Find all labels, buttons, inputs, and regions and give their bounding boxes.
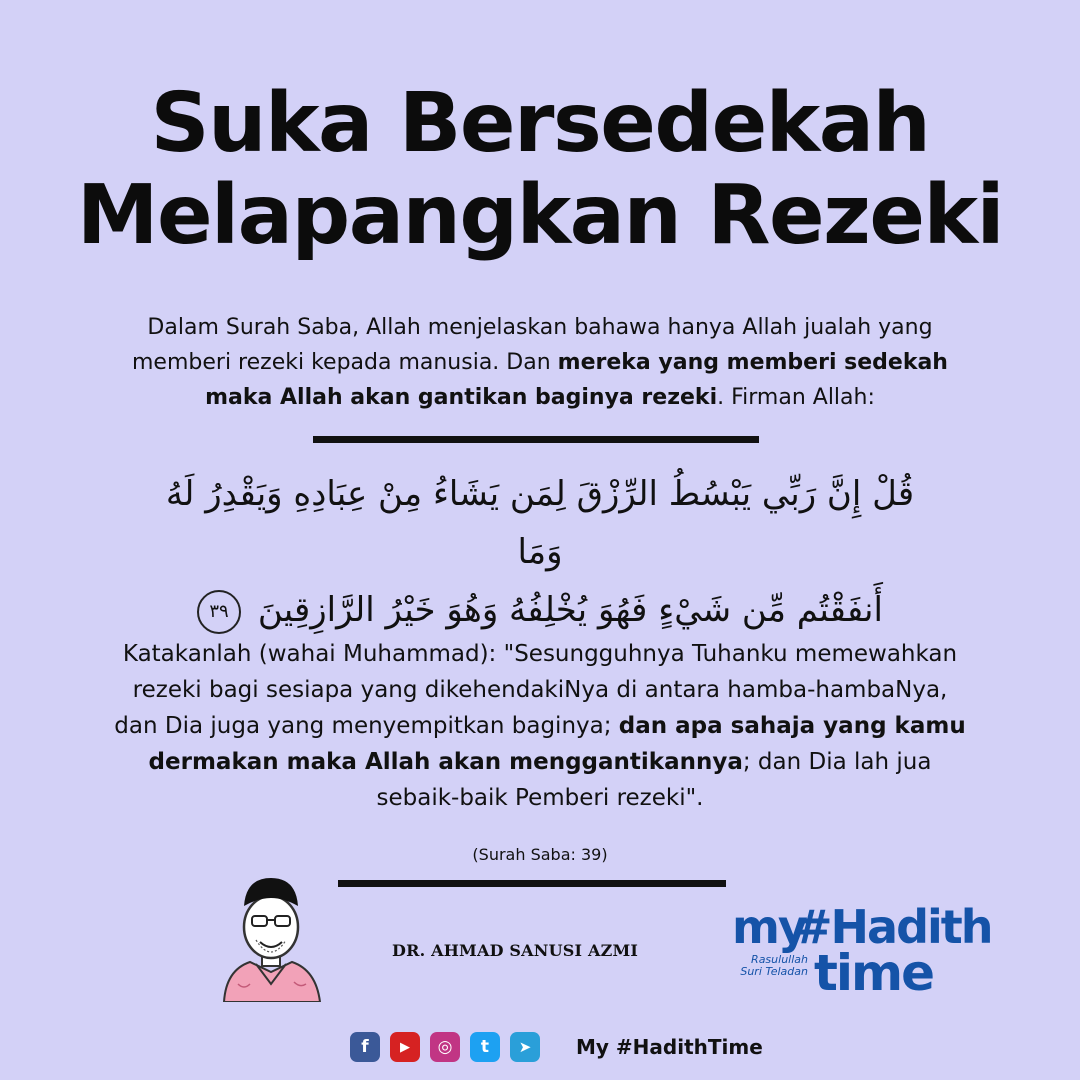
arabic-verse	[150, 465, 930, 639]
intro-text-1: Dalam Surah Saba, Allah menjelaskan bahawa hanya Allah jualah yang memberi rezeki kepada manusia. Dan	[132, 315, 933, 375]
verse-reference: (Surah Saba: 39)	[472, 845, 608, 864]
arabic-line-1: قُلْ إِنَّ رَبِّي يَبْسُطُ الرِّزْقَ لِمَن يَشَاءُ مِنْ عِبَادِهِ وَيَقْدِرُ لَهُ وَمَا	[165, 474, 915, 572]
title-line-1: Suka Bersedekah	[150, 76, 930, 171]
divider-top	[313, 436, 759, 443]
myhadithtime-logo	[728, 900, 992, 1002]
arabic-line-2	[150, 581, 930, 639]
youtube-icon[interactable]: ▶	[390, 1032, 420, 1062]
translation-paragraph	[110, 636, 970, 816]
twitter-icon[interactable]: t	[470, 1032, 500, 1062]
arabic-line-2-text: أَنفَقْتُم مِّن شَيْءٍ فَهُوَ يُخْلِفُهُ وَهُوَ خَيْرُ الرَّازِقِينَ	[257, 590, 883, 630]
ayah-number-mark: ٣٩	[197, 590, 241, 634]
intro-bold-text: mereka yang memberi sedekah maka Allah akan gantikan baginya rezeki	[205, 350, 948, 410]
instagram-icon[interactable]: ◎	[430, 1032, 460, 1062]
translation-bold-text: dan apa sahaja yang kamu dermakan maka Allah akan menggantikannya	[148, 713, 966, 775]
logo-my-text: my	[732, 900, 806, 954]
author-name: DR. AHMAD SANUSI AZMI	[392, 941, 639, 960]
facebook-icon[interactable]: f	[350, 1032, 380, 1062]
telegram-icon[interactable]: ➤	[510, 1032, 540, 1062]
intro-paragraph	[110, 310, 970, 415]
translation-text-2: ; dan Dia lah jua sebaik-baik Pemberi rezeki".	[376, 749, 932, 811]
social-links-bar	[350, 1032, 763, 1062]
logo-time-text: time	[814, 944, 934, 1002]
intro-text-2: . Firman Allah:	[717, 385, 875, 410]
social-handle: My #HadithTime	[576, 1035, 763, 1059]
logo-hadith-text: #Hadith	[794, 900, 992, 954]
author-portrait-illustration	[216, 872, 326, 1002]
page-title	[0, 78, 1080, 262]
logo-tagline: Rasulullah Suri Teladan	[740, 953, 808, 978]
divider-bottom	[338, 880, 726, 887]
translation-text-1: Katakanlah (wahai Muhammad): "Sesungguhnya Tuhanku memewahkan rezeki bagi sesiapa yang dikehendakiNya di antara hamba-hambaNya, dan Dia juga yang menyempitkan baginya;	[114, 641, 958, 739]
title-line-2: Melapangkan Rezeki	[76, 168, 1004, 263]
